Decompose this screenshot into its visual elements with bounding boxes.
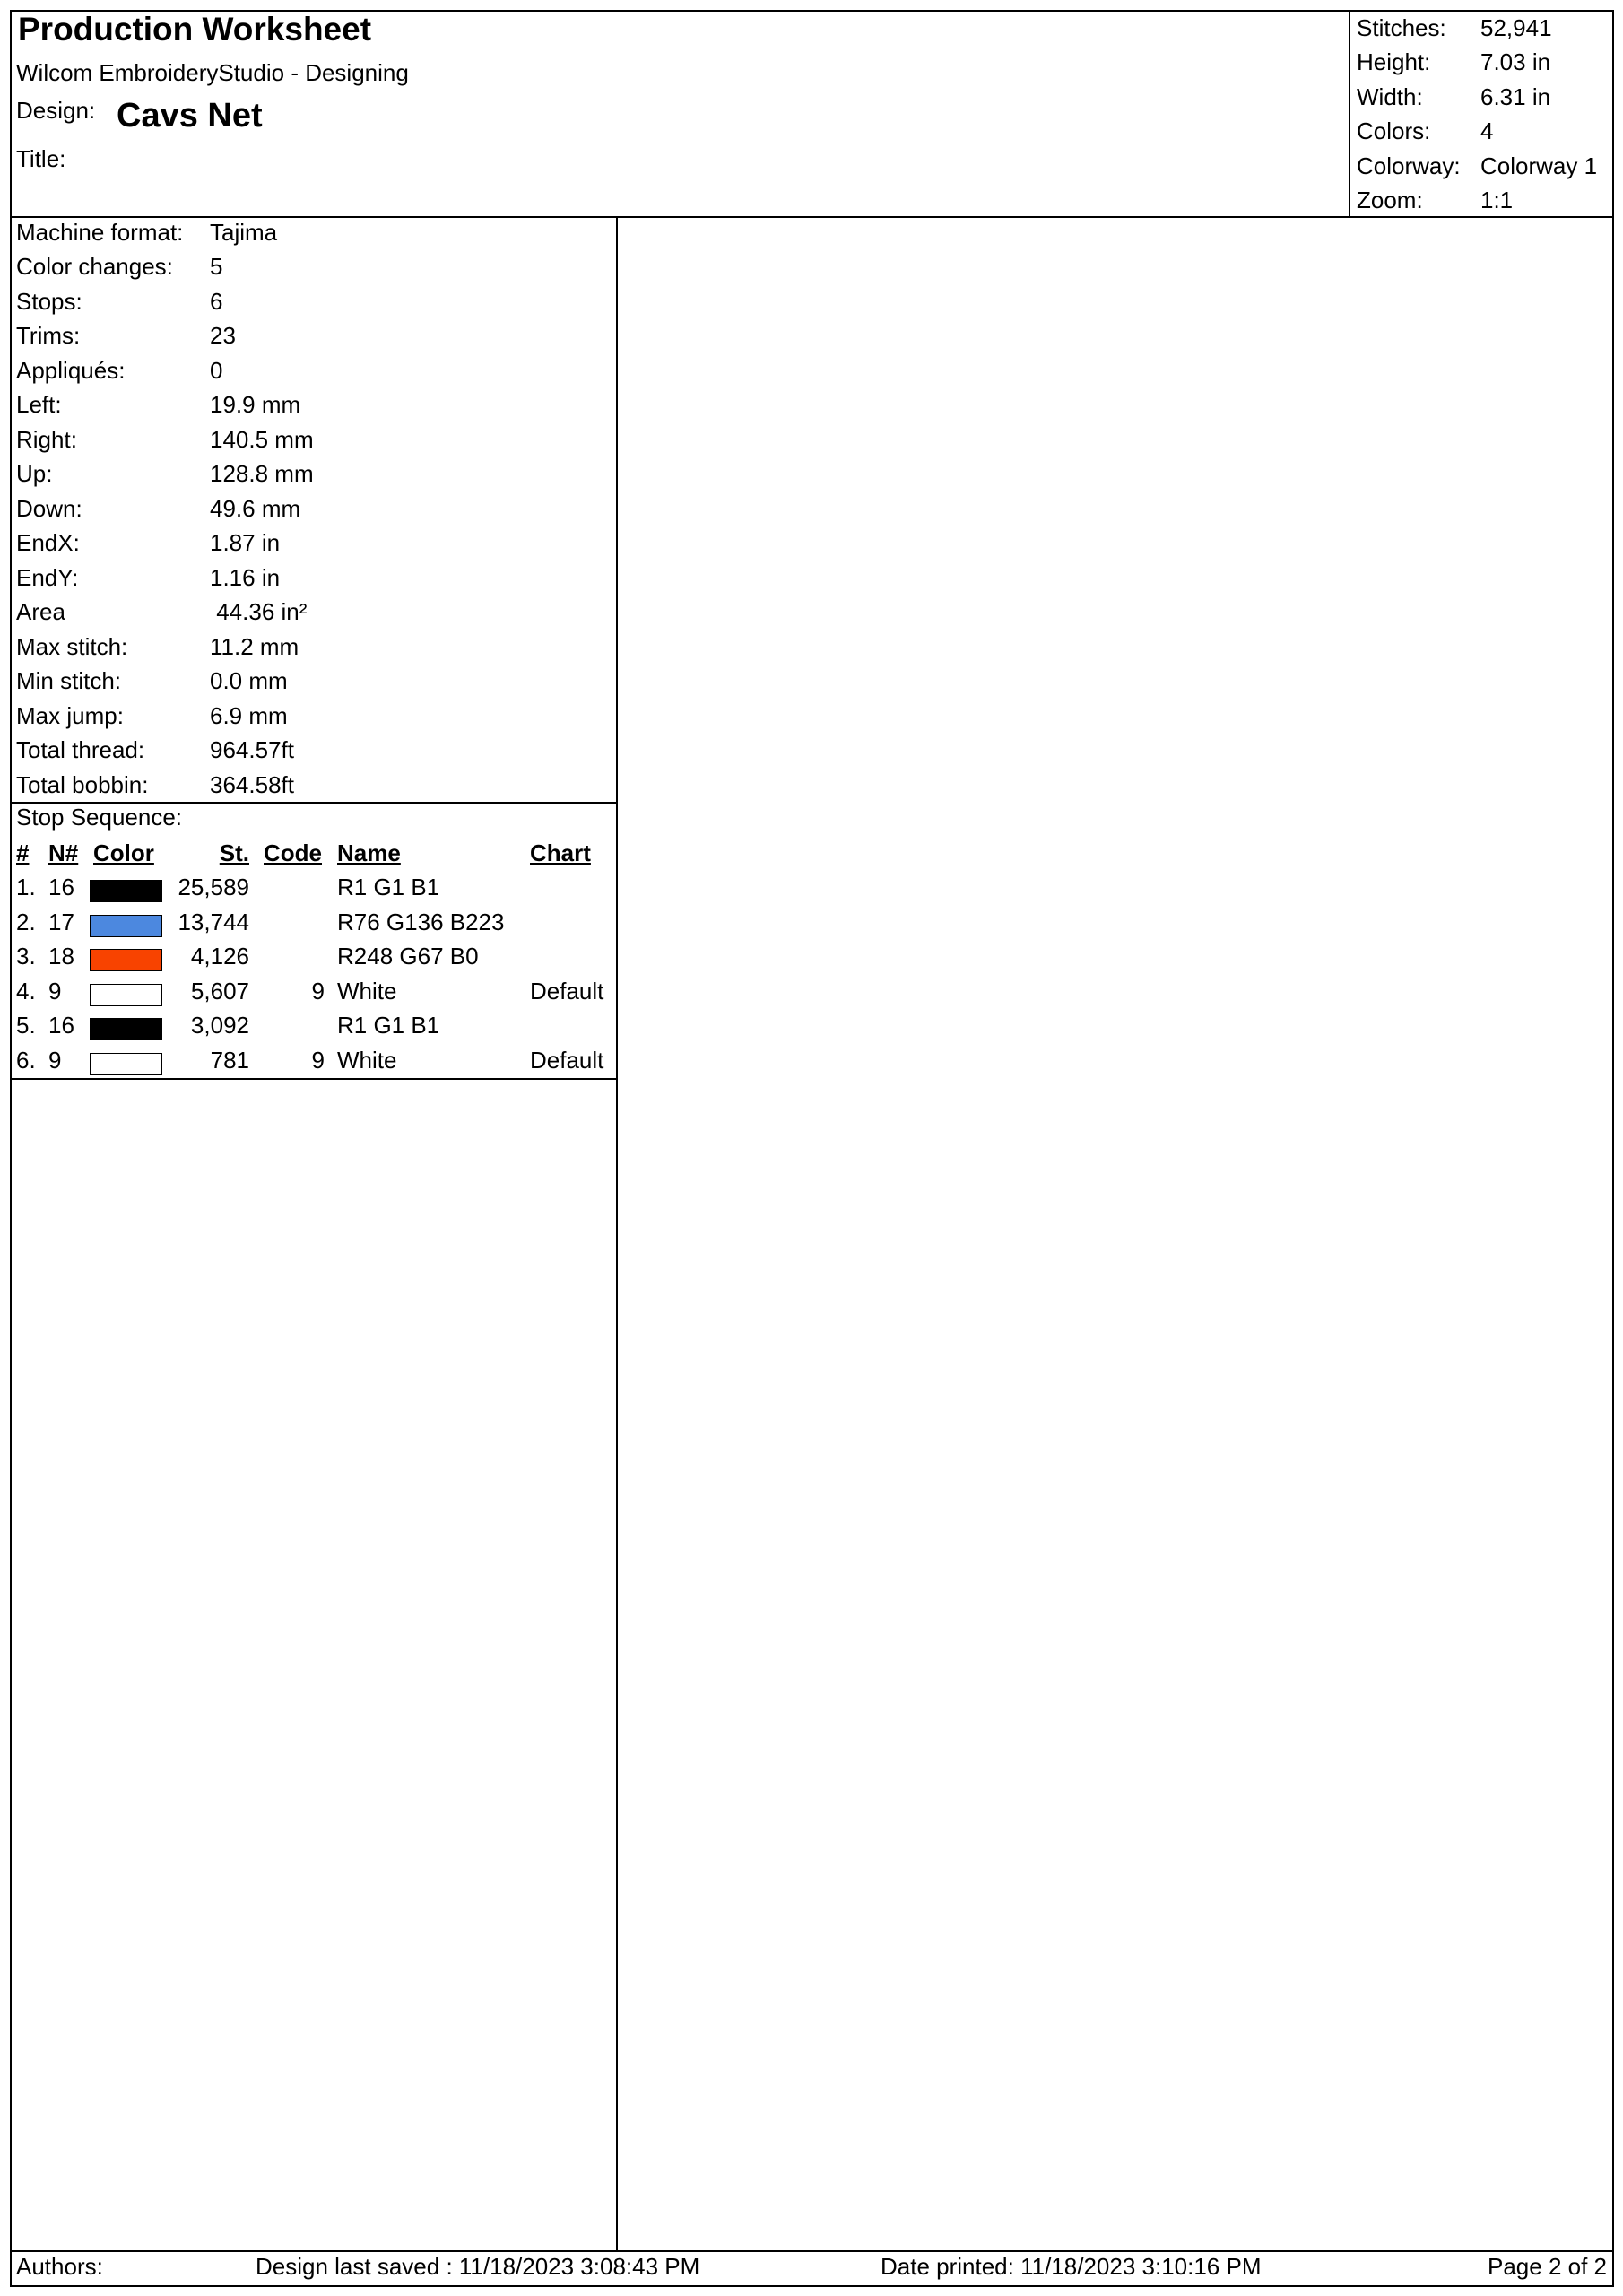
spec-row [16,561,314,596]
spec-label: EndY: [16,563,79,591]
stop-needle: 9 [48,977,62,1004]
stop-stitches: 781 [210,1046,249,1074]
spec-label: Total bobbin: [16,770,149,798]
stops-divider [10,1078,618,1080]
summary-row [1357,115,1597,150]
spec-value: Tajima [210,218,278,246]
spec-value: 23 [210,322,236,350]
spec-value: 1.87 in [210,529,281,557]
title-label: Title: [16,145,66,172]
spec-label: Total thread: [16,736,145,764]
color-swatch [90,915,162,937]
spec-value: 128.8 mm [210,460,314,488]
spec-row [16,526,314,561]
stop-num: 2. [16,908,36,935]
stop-stitches: 25,589 [178,874,249,900]
stop-num: 1. [16,874,36,900]
spec-row [16,699,314,734]
stop-needle: 9 [48,1046,62,1074]
spec-row [16,734,314,769]
summary-row [1357,80,1597,115]
spec-label: Right: [16,425,77,453]
stop-name: White [337,977,397,1004]
col-header-name: Name [337,839,401,866]
summary-panel [1357,11,1597,218]
stop-code: 9 [311,1046,325,1074]
spec-row [16,596,314,631]
summary-label: Width: [1357,83,1423,110]
spec-value: 6 [210,287,223,315]
spec-row [16,491,314,526]
spec-label: Machine format: [16,218,184,246]
stop-name: White [337,1046,397,1074]
summary-label: Stitches: [1357,13,1446,41]
stop-chart: Default [530,1046,604,1074]
column-divider [616,216,618,2252]
footer-divider [10,2250,1614,2252]
summary-label: Height: [1357,48,1431,76]
col-header-code: Code [264,839,322,866]
spec-label: EndX: [16,529,80,557]
summary-value: 6.31 in [1480,83,1551,110]
color-swatch [90,949,162,971]
summary-label: Colorway: [1357,152,1461,179]
stop-name: R1 G1 B1 [337,1012,440,1039]
spec-label: Max stitch: [16,632,128,660]
spec-value: 49.6 mm [210,494,301,522]
design-name: Cavs Net [117,97,263,135]
page-title: Production Worksheet [18,11,372,48]
spec-row [16,388,314,423]
spec-row [16,768,314,803]
spec-value: 0 [210,356,223,384]
stop-num: 5. [16,1012,36,1039]
stop-name: R76 G136 B223 [337,908,505,935]
summary-value: 7.03 in [1480,48,1551,76]
summary-divider [1349,10,1350,218]
authors-label: Authors: [16,2253,103,2280]
spec-value: 11.2 mm [210,632,299,660]
col-header-chart: Chart [530,839,591,866]
spec-label: Trims: [16,322,81,350]
spec-label: Min stitch: [16,667,122,695]
spec-value: 5 [210,253,223,281]
spec-label: Left: [16,391,62,419]
stop-stitches: 4,126 [190,943,249,970]
stop-num: 3. [16,943,36,970]
spec-row [16,630,314,665]
spec-row [16,284,314,319]
stop-sequence-label: Stop Sequence: [16,804,183,831]
spec-value: 19.9 mm [210,391,301,419]
stop-chart: Default [530,977,604,1004]
spec-row [16,665,314,700]
spec-row [16,422,314,457]
stop-needle: 16 [48,874,74,900]
summary-value: Colorway 1 [1480,152,1598,179]
summary-value: 1:1 [1480,187,1514,214]
spec-row [16,319,314,354]
color-swatch [90,880,162,902]
stop-stitches: 5,607 [190,977,249,1004]
spec-value: 6.9 mm [210,701,288,729]
stop-stitches: 3,092 [190,1012,249,1039]
spec-value: 1.16 in [210,563,281,591]
stop-needle: 16 [48,1012,74,1039]
stop-num: 4. [16,977,36,1004]
stop-needle: 18 [48,943,74,970]
page-number: Page 2 of 2 [1488,2253,1607,2280]
last-saved: Design last saved : 11/18/2023 3:08:43 PM [256,2253,700,2280]
summary-label: Zoom: [1357,187,1423,214]
stop-stitches: 13,744 [178,908,249,935]
spec-label: Up: [16,460,53,488]
summary-row [1357,46,1597,81]
machine-specs [16,215,314,803]
spec-label: Appliqués: [16,356,126,384]
summary-row [1357,149,1597,184]
summary-row [1357,184,1597,219]
spec-value: 44.36 in² [210,598,308,626]
col-header-needle: N# [48,839,79,866]
spec-label: Stops: [16,287,82,315]
spec-row [16,215,314,250]
spec-row [16,353,314,388]
stop-name: R248 G67 B0 [337,943,479,970]
spec-label: Max jump: [16,701,124,729]
stop-needle: 17 [48,908,74,935]
color-swatch [90,984,162,1006]
col-header-stitches: St. [219,839,249,866]
spec-label: Area [16,598,65,626]
spec-value: 964.57ft [210,736,294,764]
summary-value: 4 [1480,117,1494,145]
summary-label: Colors: [1357,117,1431,145]
spec-row [16,457,314,492]
stop-num: 6. [16,1046,36,1074]
date-printed: Date printed: 11/18/2023 3:10:16 PM [881,2253,1262,2280]
design-label: Design: [16,97,96,124]
col-header-color: Color [93,839,154,866]
spec-row [16,250,314,285]
spec-value: 364.58ft [210,770,294,798]
color-swatch [90,1053,162,1075]
spec-value: 140.5 mm [210,425,314,453]
summary-row [1357,11,1597,46]
app-name: Wilcom EmbroideryStudio - Designing [16,59,409,86]
spec-value: 0.0 mm [210,667,288,695]
spec-label: Down: [16,494,82,522]
stop-code: 9 [311,977,325,1004]
stop-name: R1 G1 B1 [337,874,440,900]
summary-value: 52,941 [1480,13,1552,41]
spec-label: Color changes: [16,253,173,281]
color-swatch [90,1018,162,1040]
col-header-num: # [16,839,30,866]
